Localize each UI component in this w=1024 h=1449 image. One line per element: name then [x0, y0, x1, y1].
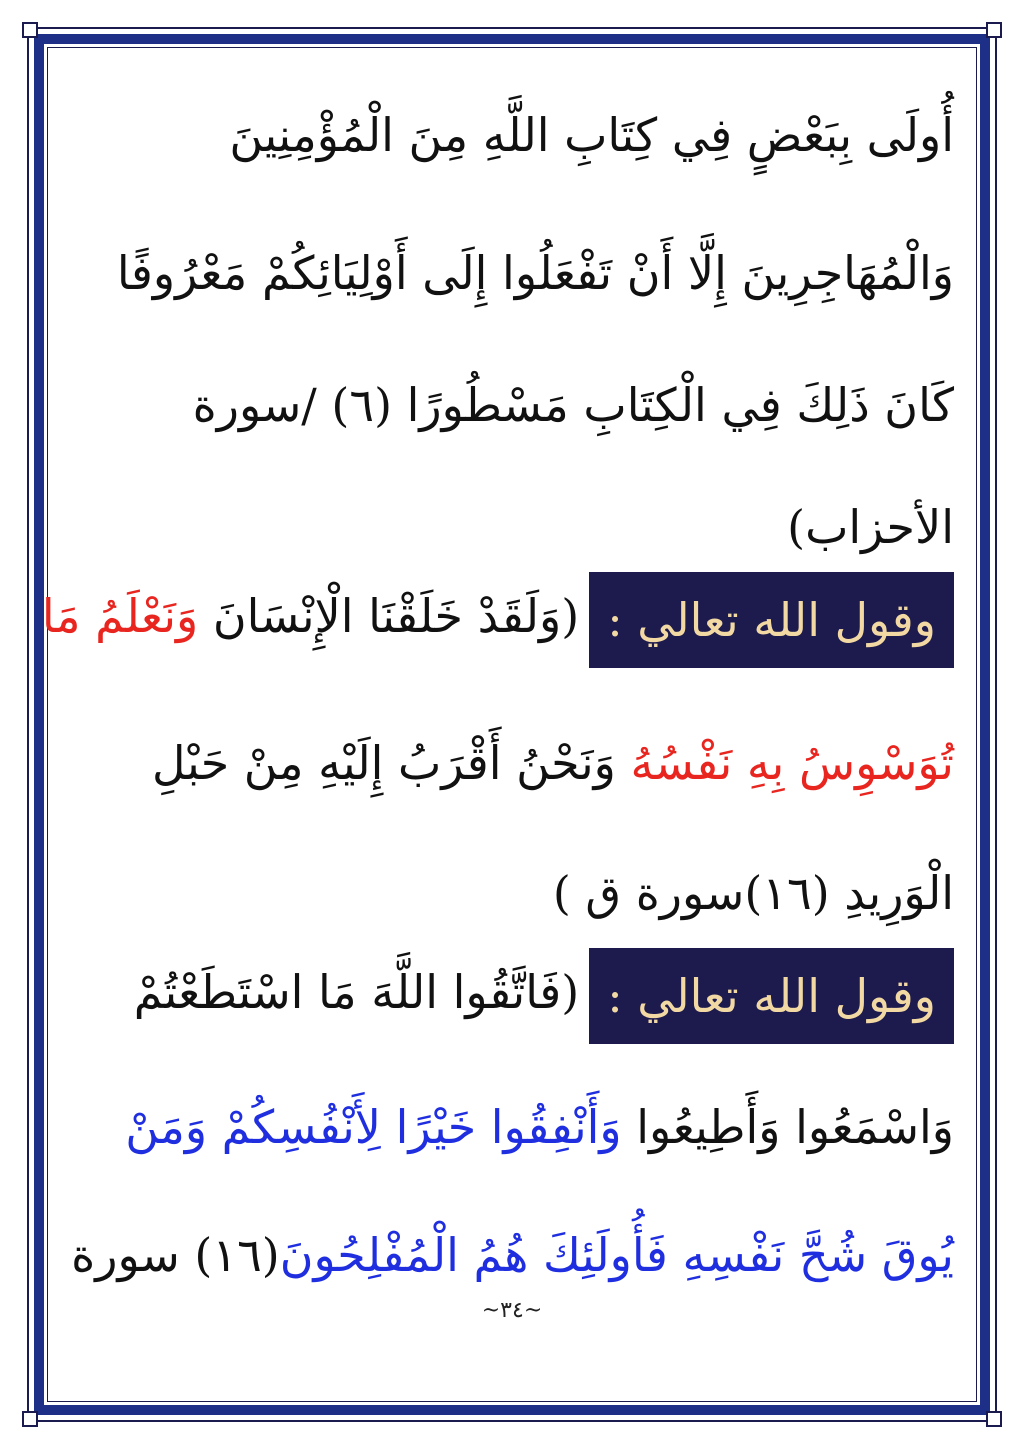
- line-text: كَانَ ذَلِكَ فِي الْكِتَابِ مَسْطُورًا (٦) /سورة: [192, 378, 954, 432]
- line-text: (فَاتَّقُوا اللَّهَ مَا اسْتَطَعْتُمْ: [133, 965, 580, 1019]
- text-line-1: [70, 90, 954, 180]
- text-line-9: [70, 1082, 954, 1172]
- highlighted-text-blue: وَأَنْفِقُوا خَيْرًا لِأَنْفُسِكُمْ وَمَنْ: [125, 1100, 622, 1154]
- highlighted-text-red: تُوَسْوِسُ بِهِ نَفْسُهُ: [630, 736, 954, 790]
- line-text: وَالْمُهَاجِرِينَ إِلَّا أَنْ تَفْعَلُوا إِلَى أَوْلِيَائِكُمْ مَعْرُوفًا: [116, 246, 954, 300]
- text-line-3: [70, 360, 954, 450]
- verse-heading-banner: وقول الله تعالي :: [589, 572, 954, 668]
- text-line-7: [70, 848, 954, 938]
- highlighted-text-blue: يُوقَ شُحَّ نَفْسِهِ فَأُولَئِكَ هُمُ الْمُفْلِحُونَ: [279, 1228, 954, 1282]
- highlighted-text-red: وَنَعْلَمُ مَا: [41, 589, 199, 643]
- text-line-10: [70, 1210, 954, 1300]
- corner-ornament-icon: [22, 1411, 38, 1427]
- verse-heading-banner: وقول الله تعالي :: [589, 948, 954, 1044]
- line-text: الْوَرِيدِ (١٦)سورة ق ): [552, 866, 954, 920]
- page-content: [41, 78, 954, 1388]
- corner-ornament-icon: [986, 22, 1002, 38]
- line-text: أُولَى بِبَعْضٍ فِي كِتَابِ اللَّهِ مِنَ الْمُؤْمِنِينَ: [229, 108, 954, 162]
- line-text: (١٦) سورة: [71, 1228, 280, 1282]
- line-text: (وَلَقَدْ خَلَقْنَا الْإِنْسَانَ: [212, 589, 580, 643]
- text-line-2: [70, 228, 954, 318]
- text-line-8: [70, 942, 954, 1042]
- line-text: وَنَحْنُ أَقْرَبُ إِلَيْهِ مِنْ حَبْلِ: [152, 736, 616, 790]
- corner-ornament-icon: [22, 22, 38, 38]
- text-line-5: [41, 566, 954, 666]
- text-line-4: [70, 482, 954, 572]
- page-number: ~٣٤~: [481, 1298, 543, 1323]
- corner-ornament-icon: [986, 1411, 1002, 1427]
- text-line-6: [70, 718, 954, 808]
- line-text: الأحزاب): [787, 500, 954, 554]
- line-text: وَاسْمَعُوا وَأَطِيعُوا: [636, 1100, 954, 1154]
